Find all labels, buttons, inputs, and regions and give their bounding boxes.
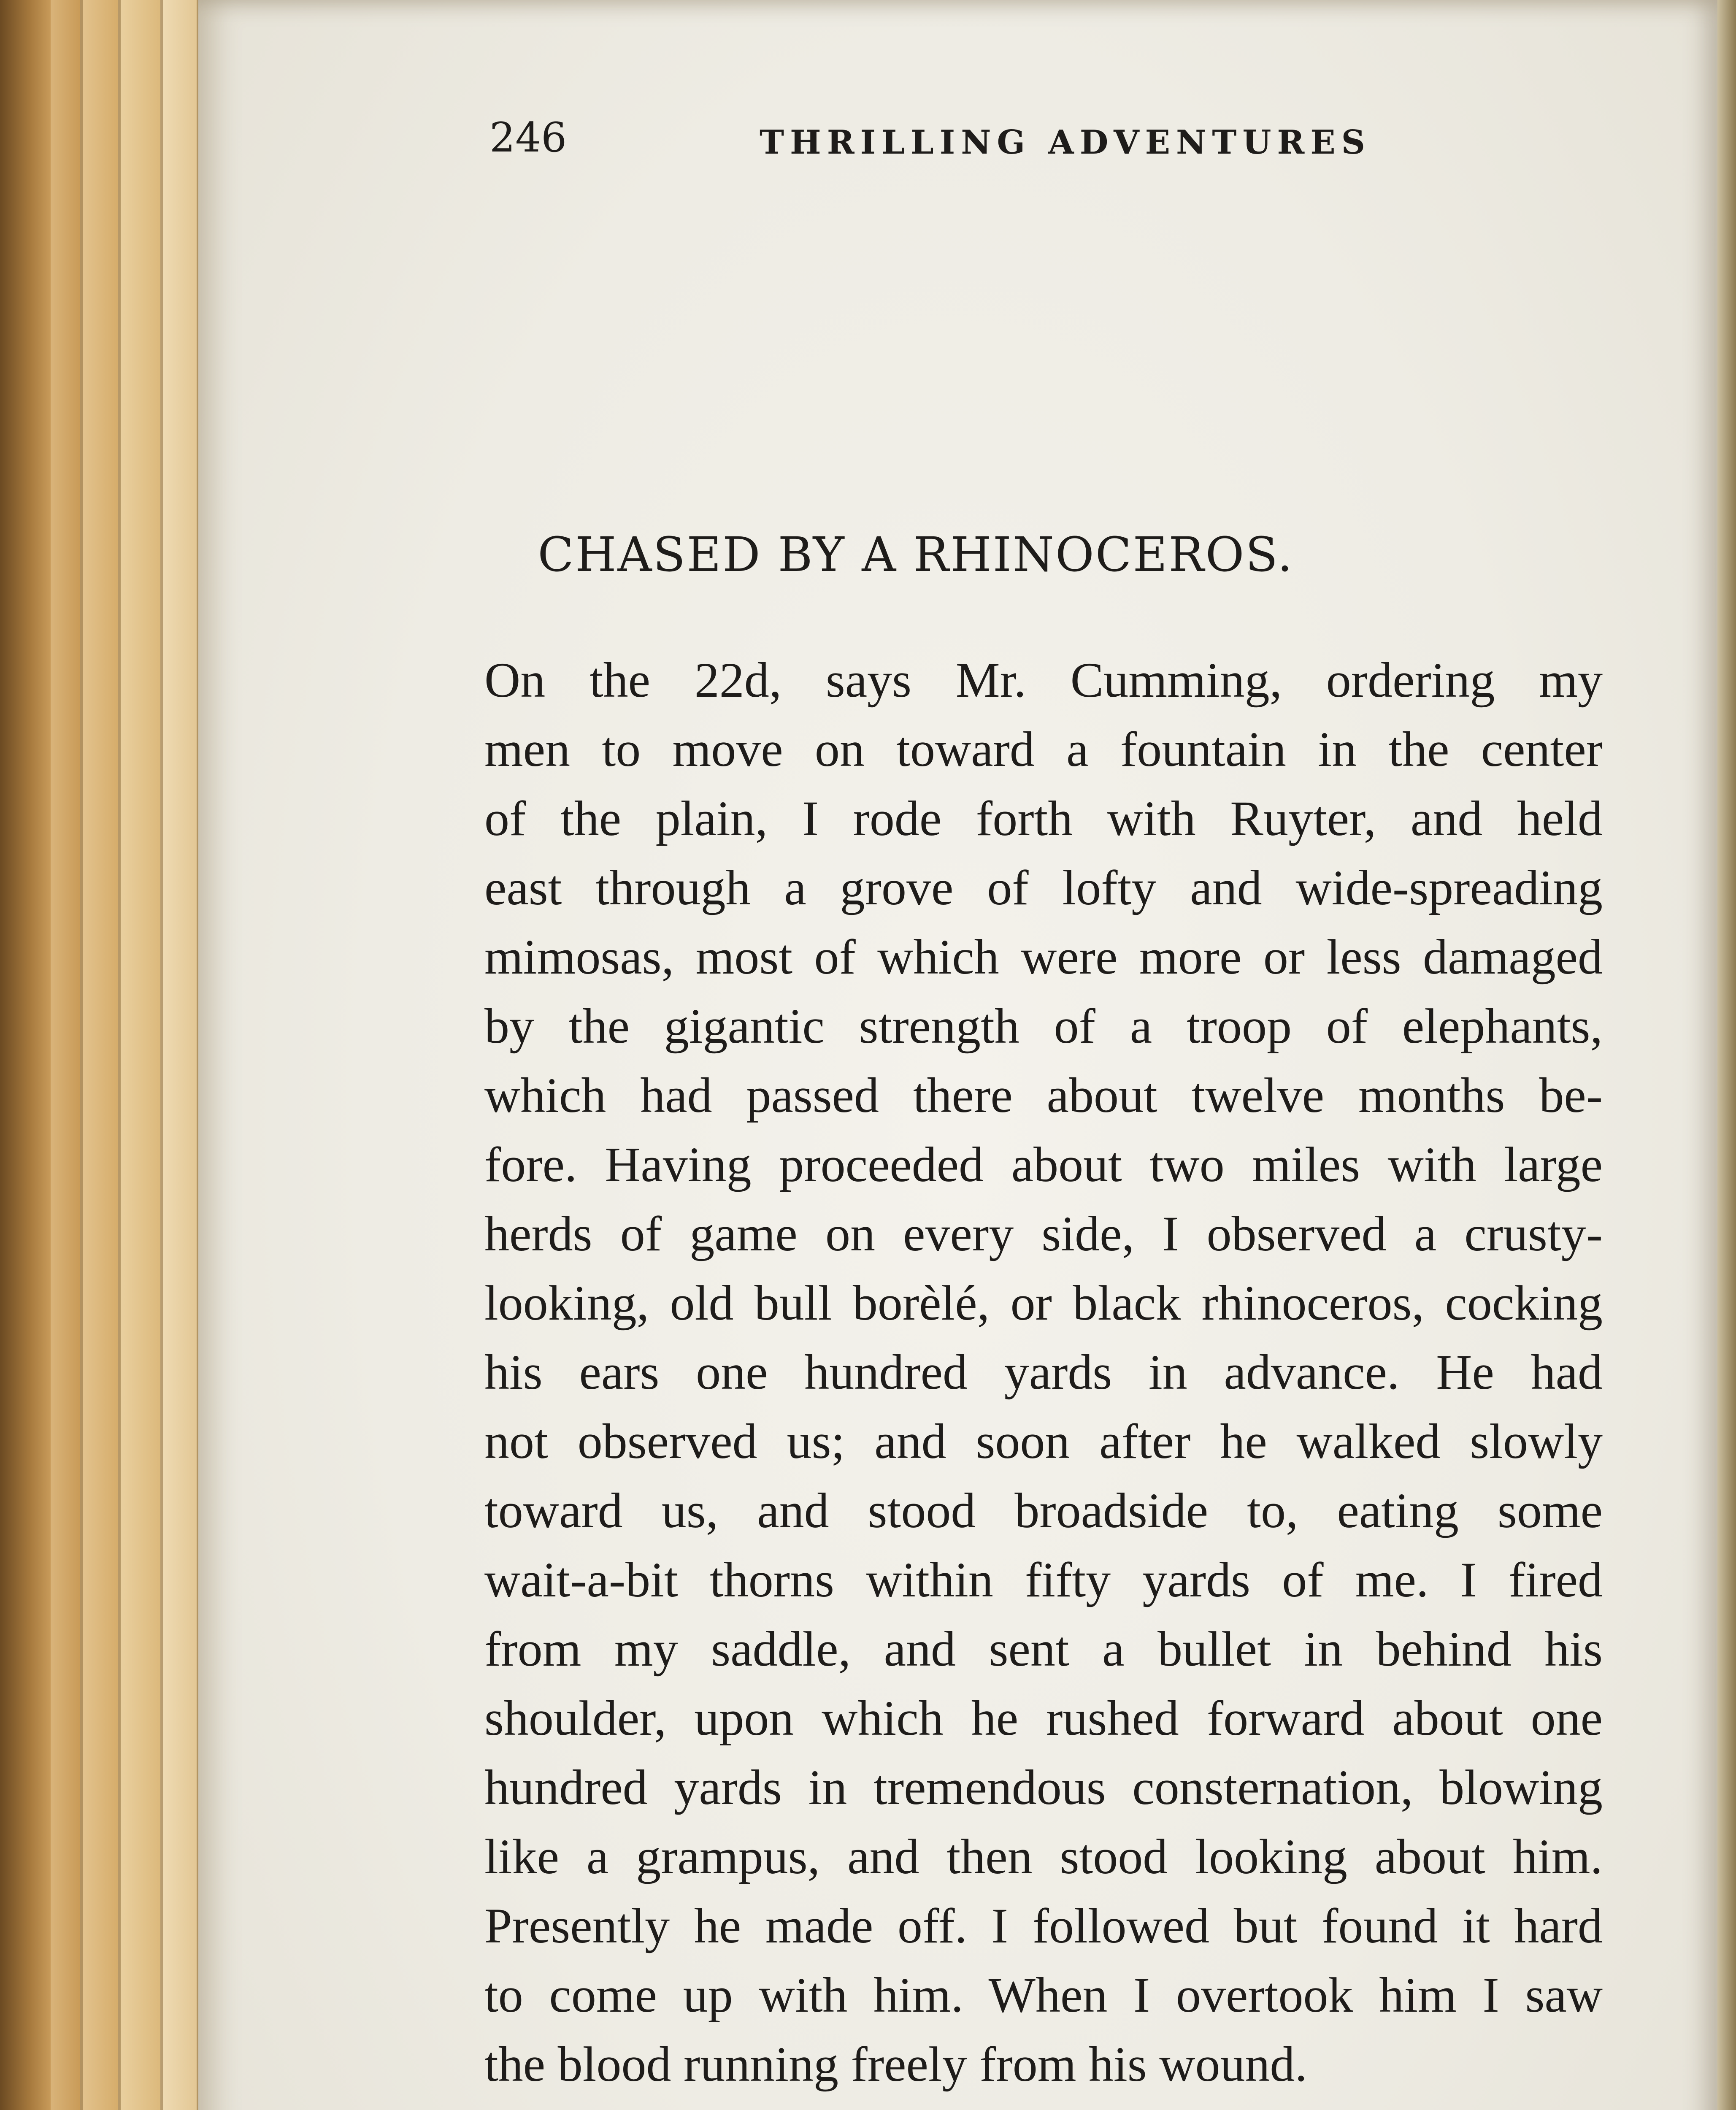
text-line: shoulder, upon which he rushed forward about one [484,1691,1603,1746]
page-edge-line [118,0,121,2110]
text-line: of the plain, I rode forth with Ruyter, and held [484,791,1603,846]
running-head [489,114,1371,173]
text-line: to come up with him. When I overtook him I saw [484,1967,1603,2023]
page-number: 246 [489,114,567,161]
text-line: which had passed there about twelve months be- [484,1068,1603,1123]
text-line: like a grampus, and then stood looking about him. [484,1829,1603,1884]
page-edge-line [80,0,83,2110]
page-edges [80,0,118,2110]
page-edges [51,0,80,2110]
text-line: wait-a-bit thorns within fifty yards of me. I fired [484,1552,1603,1607]
text-line: herds of game on every side, I observed a crusty- [484,1206,1603,1261]
text-line-last: the blood running freely from his wound. [484,2037,1307,2092]
running-title: THRILLING ADVENTURES [760,123,1371,162]
text-line: looking, old bull borèlé, or black rhinoceros, cocking [484,1275,1603,1331]
body-text [484,646,1603,2099]
text-line: On the 22d, says Mr. Cumming, ordering my [484,652,1603,708]
chapter-title: CHASED BY A RHINOCEROS. [538,528,1294,582]
text-line: not observed us; and soon after he walked slowly [484,1414,1603,1469]
page-right-edge [1717,0,1736,2110]
text-line: from my saddle, and sent a bullet in behind his [484,1621,1603,1677]
text-line: hundred yards in tremendous consternation, blowing [484,1760,1603,1815]
page-edges-inner [160,0,198,2110]
text-line: mimosas, most of which were more or less damaged [484,929,1603,985]
text-line: fore. Having proceeded about two miles with large [484,1137,1603,1192]
page-edges [118,0,160,2110]
text-line: by the gigantic strength of a troop of elephants, [484,998,1603,1054]
text-line: men to move on toward a fountain in the center [484,722,1603,777]
text-line: his ears one hundred yards in advance. He had [484,1344,1603,1400]
text-line: east through a grove of lofty and wide-spreading [484,860,1603,915]
text-line: toward us, and stood broadside to, eating some [484,1483,1603,1538]
text-line: Presently he made off. I followed but found it hard [484,1898,1603,1953]
page-edges-outer [0,0,51,2110]
page-edge-line [160,0,163,2110]
